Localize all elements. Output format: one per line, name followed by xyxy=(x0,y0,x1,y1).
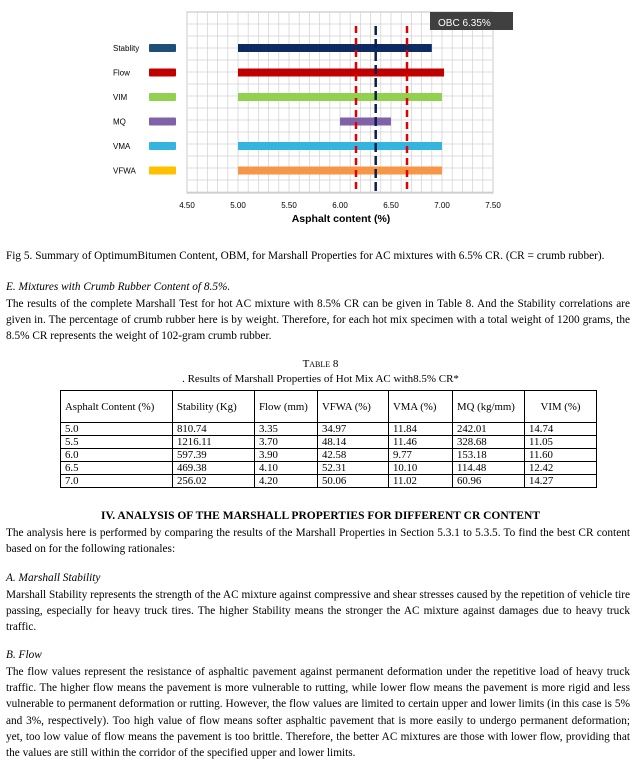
table-cell: 3.35 xyxy=(255,423,318,436)
series-bar xyxy=(238,44,432,52)
legend-label: MQ xyxy=(113,117,126,127)
obc-callout: OBC 6.35% xyxy=(438,18,491,29)
section-a-title: A. Marshall Stability xyxy=(6,572,101,584)
table-cell: 52.31 xyxy=(318,462,389,475)
table-cell: 810.74 xyxy=(173,423,255,436)
table-cell: 469.38 xyxy=(173,462,255,475)
header-vma: VMA (%) xyxy=(389,391,453,423)
table-cell: 256.02 xyxy=(173,475,255,488)
marshall-results-table xyxy=(60,390,597,488)
obc-summary-chart xyxy=(100,0,520,232)
table-row xyxy=(61,449,597,462)
table-cell: 6.0 xyxy=(61,449,173,462)
table-cell: 11.02 xyxy=(389,475,453,488)
section-e-title: E. Mixtures with Crumb Rubber Content of 8.5%. xyxy=(6,281,231,293)
table-body xyxy=(61,423,597,488)
section-b-paragraph: The flow values represent the resistance of asphaltic pavement against permanent deformation under the repetitive load of heavy truck traffic. The higher flow means the pavement is more vulnerable to rutting, while lower flow means the pavement is more rigid and less vulnerable to permanent deformation or rutting. However, the flow values are limited to certain upper and lower limits (in this case is 5% and 3%, respectively). Too high value of flow means softer asphaltic pavement that is more easily to undergo permanent deformation; yet, too low value of flow means the pavement is too brittle. Therefore, the better AC mixtures are those with lower flow, providing that the values are still within the corridor of the specified upper and lower limits. xyxy=(6,666,630,760)
table-cell: 4.20 xyxy=(255,475,318,488)
table-cell: 11.05 xyxy=(525,436,597,449)
table-cell: 4.10 xyxy=(255,462,318,475)
x-tick-label: 4.50 xyxy=(179,201,195,210)
table-cell: 11.84 xyxy=(389,423,453,436)
header-mq: MQ (kg/mm) xyxy=(453,391,525,423)
table-cell: 48.14 xyxy=(318,436,389,449)
section-iv-title: IV. ANALYSIS OF THE MARSHALL PROPERTIES FOR DIFFERENT CR CONTENT xyxy=(100,510,541,522)
table-cell: 3.70 xyxy=(255,436,318,449)
x-tick-label: 5.50 xyxy=(281,201,297,210)
series-bar xyxy=(238,69,444,77)
table-cell: 3.90 xyxy=(255,449,318,462)
series-bar xyxy=(238,167,442,175)
table-label: Table 8 xyxy=(302,358,339,370)
legend-label: VIM xyxy=(113,93,128,102)
legend-swatch xyxy=(149,69,176,77)
table-cell: 7.0 xyxy=(61,475,173,488)
table-cell: 10.10 xyxy=(389,462,453,475)
table-cell: 6.5 xyxy=(61,462,173,475)
table-cell: 5.5 xyxy=(61,436,173,449)
header-flow: Flow (mm) xyxy=(255,391,318,423)
legend-swatch xyxy=(149,167,176,175)
legend-label: VFWA xyxy=(113,166,136,176)
header-asphalt-content: Asphalt Content (%) xyxy=(61,391,173,423)
table-cell: 9.77 xyxy=(389,449,453,462)
chart-grid xyxy=(187,12,493,193)
table-cell: 242.01 xyxy=(453,423,525,436)
table-cell: 1216.11 xyxy=(173,436,255,449)
header-vfwa: VFWA (%) xyxy=(318,391,389,423)
x-tick-label: 5.00 xyxy=(230,201,246,210)
x-tick-label: 6.00 xyxy=(332,201,348,210)
table-cell: 5.0 xyxy=(61,423,173,436)
series-bar xyxy=(238,142,442,150)
table-row xyxy=(61,436,597,449)
figure-caption: Fig 5. Summary of OptimumBitumen Content, OBM, for Marshall Properties for AC mixtures with 6.5% CR. (CR = crumb rubber). xyxy=(6,250,605,262)
header-vim: VIM (%) xyxy=(525,391,597,423)
x-axis-label: Asphalt content (%) xyxy=(291,213,391,225)
table-row xyxy=(61,475,597,488)
table-cell: 11.60 xyxy=(525,449,597,462)
table-header-row xyxy=(61,391,597,423)
table-row xyxy=(61,423,597,436)
table-row xyxy=(61,462,597,475)
legend-label: Stablity xyxy=(113,44,140,53)
chart-legend xyxy=(113,44,176,176)
section-iv-paragraph: The analysis here is performed by comparing the results of the Marshall Properties in Section 5.3.1 to 5.3.5. To find the best CR content based on for the following rationales: xyxy=(6,527,630,556)
legend-label: Flow xyxy=(113,68,130,78)
table-cell: 34.97 xyxy=(318,423,389,436)
x-tick-label: 6.50 xyxy=(383,201,399,210)
legend-swatch xyxy=(149,93,176,101)
table-cell: 114.48 xyxy=(453,462,525,475)
series-bar xyxy=(238,93,442,101)
section-a-paragraph: Marshall Stability represents the strength of the AC mixture against compressive and shear stresses caused by the repetition of vehicle tire passing, especially for heavy truck tires. The higher Stability means the stronger the AC mixture against damages due to heavy truck traffic. xyxy=(6,589,630,634)
table-cell: 328.68 xyxy=(453,436,525,449)
x-axis-ticks xyxy=(179,201,501,210)
table-cell: 60.96 xyxy=(453,475,525,488)
table-caption: . Results of Marshall Properties of Hot Mix AC with8.5% CR* xyxy=(182,373,459,385)
table-cell: 14.27 xyxy=(525,475,597,488)
table-cell: 11.46 xyxy=(389,436,453,449)
legend-swatch xyxy=(149,118,176,126)
series-bar xyxy=(340,118,391,126)
table-cell: 42.58 xyxy=(318,449,389,462)
legend-swatch xyxy=(149,142,176,150)
table-cell: 153.18 xyxy=(453,449,525,462)
table-cell: 12.42 xyxy=(525,462,597,475)
table-cell: 597.39 xyxy=(173,449,255,462)
legend-label: VMA xyxy=(113,142,131,151)
section-b-title: B. Flow xyxy=(6,649,42,661)
x-tick-label: 7.50 xyxy=(485,201,501,210)
x-tick-label: 7.00 xyxy=(434,201,450,210)
legend-swatch xyxy=(149,44,176,52)
table-cell: 50.06 xyxy=(318,475,389,488)
section-e-paragraph: The results of the complete Marshall Test for hot AC mixture with 8.5% CR can be given in Table 8. And the Stability correlations are given in. The percentage of crumb rubber here is by weight. Therefore, for each hot mix specimen with a total weight of 1200 grams, the 8.5% CR represents the weight of 102-gram crumb rubber. xyxy=(6,298,630,343)
header-stability: Stability (Kg) xyxy=(173,391,255,423)
table-cell: 14.74 xyxy=(525,423,597,436)
